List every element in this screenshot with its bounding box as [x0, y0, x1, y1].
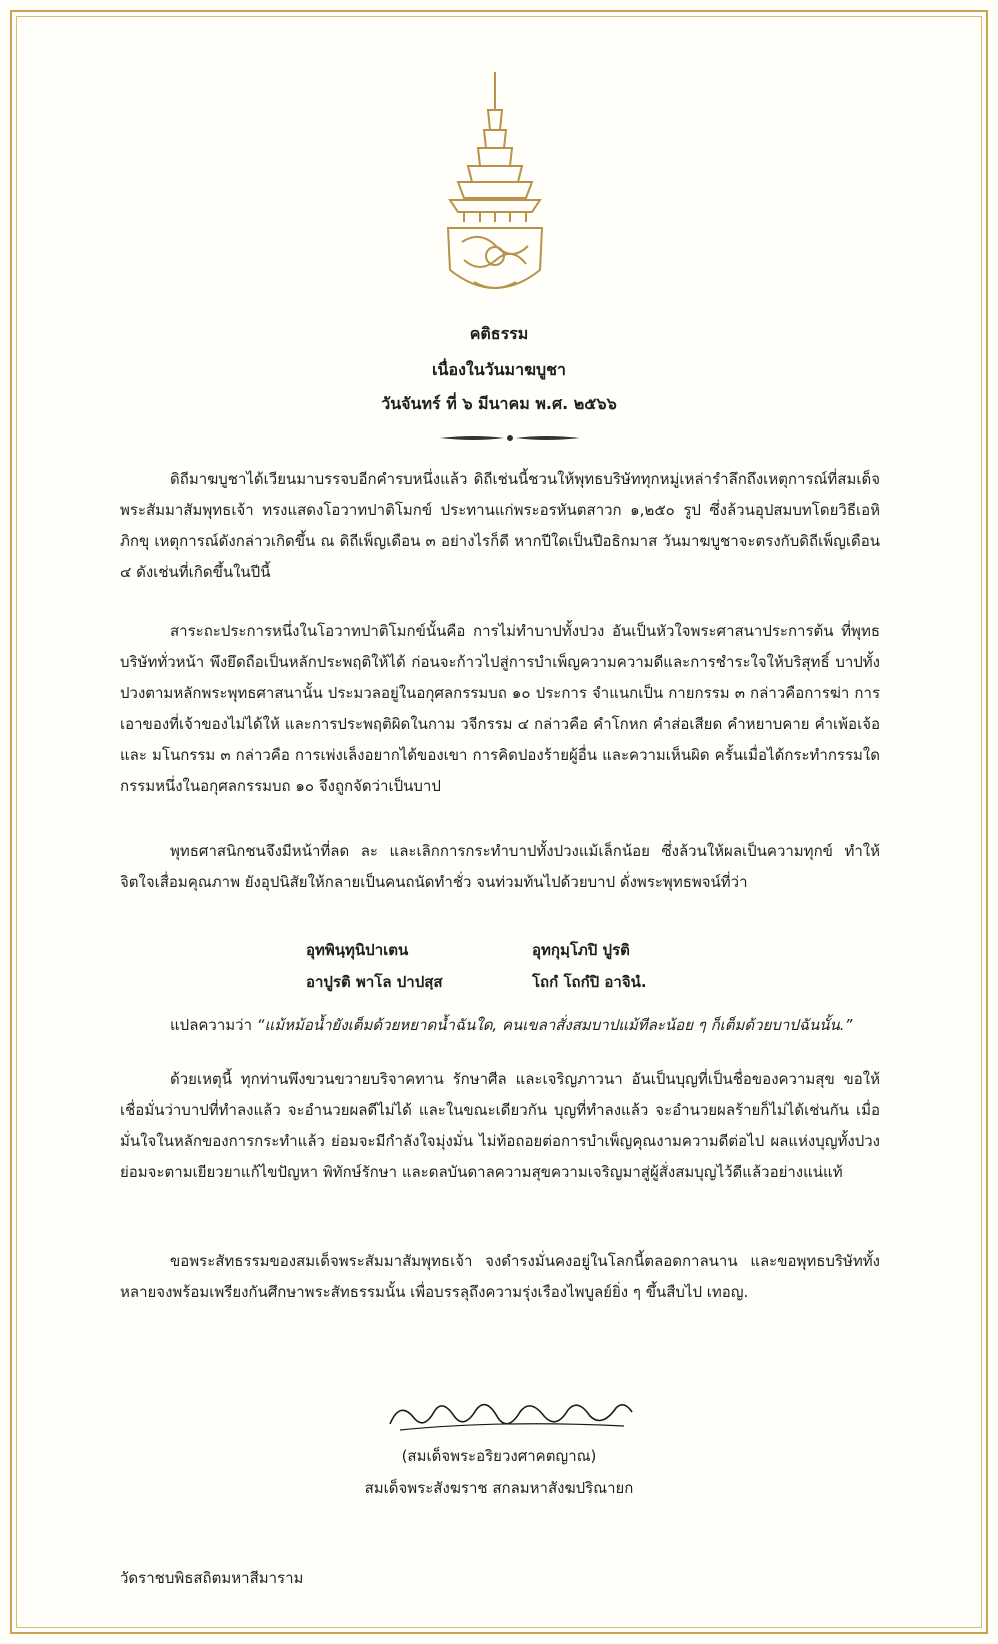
document-subtitle: เนื่องในวันมาฆบูชา: [432, 360, 566, 379]
paragraph-1: ดิถีมาฆบูชาได้เวียนมาบรรจบอีกคำรบหนึ่งแล้ว ดิถีเช่นนี้ชวนให้พุทธบริษัททุกหมู่เหล่ารำลึกถึงเหตุการณ์ที่สมเด็จพระสัมมาสัมพุทธเจ้า ทรงแสดงโอวาทปาติโมกข์ ประทานแก่พระอรหันตสาวก ๑,๒๕๐ รูป ซึ่งล้วนอุปสมบทโดยวิธีเอหิภิกขุ เหตุการณ์ดังกล่าวเกิดขึ้น ณ ดิถีเพ็ญเดือน ๓ อย่างไรก็ดี หากปีใดเป็นปีอธิกมาส วันมาฆบูชาจะตรงกับดิถีเพ็ญเดือน ๔ ดังเช่นที่เกิดขึ้นในปีนี้: [120, 470, 880, 581]
verse-left-line-1: อุทพินฺทุนิปาเตน: [306, 941, 409, 959]
verse-translation: [120, 1010, 880, 1041]
handwritten-signature-icon: [380, 1390, 640, 1440]
document-title: คติธรรม: [469, 324, 529, 343]
document-date: วันจันทร์ ที่ ๖ มีนาคม พ.ศ. ๒๕๖๖: [381, 394, 617, 413]
paragraph-4: ด้วยเหตุนี้ ทุกท่านพึงขวนขวายบริจาคทาน รักษาศีล และเจริญภาวนา อันเป็นบุญที่เป็นชื่อของความสุข ขอให้เชื่อมั่นว่าบาปที่ทำลงแล้ว จะอำนวยผลดีไม่ได้ และในขณะเดียวกัน บุญที่ทำลงแล้ว จะอำนวยผลร้ายก็ไม่ได้เช่นกัน เมื่อมั่นใจในหลักของการกระทำแล้ว ย่อมจะมีกำลังใจมุ่งมั่น ไม่ท้อถอยต่อการบำเพ็ญคุณงามความดีต่อไป ผลแห่งบุญทั้งปวงย่อมจะตามเยียวยาแก้ไขปัญหา พิทักษ์รักษา และดลบันดาลความสุขความเจริญมาสู่ผู้สั่งสมบุญไว้ดีแล้วอย่างแน่แท้: [120, 1070, 880, 1181]
paragraph-2: สาระถะประการหนึ่งในโอวาทปาติโมกข์นั้นคือ การไม่ทำบาปทั้งปวง อันเป็นหัวใจพระศาสนาประการต้น ที่พุทธบริษัททั่วหน้า พึงยึดถือเป็นหลักประพฤติให้ได้ ก่อนจะก้าวไปสู่การบำเพ็ญความความดีและการชำระใจให้บริสุทธิ์ บาปทั้งปวงตามหลักพระพุทธศาสนานั้น ประมวลอยู่ในอกุศลกรรมบถ ๑๐ ประการ จำแนกเป็น กายกรรม ๓ กล่าวคือการฆ่า การเอาของที่เจ้าของไม่ได้ให้ และการประพฤติผิดในกาม วจีกรรม ๔ กล่าวคือ คำโกหก คำส่อเสียด คำหยาบคาย คำเพ้อเจ้อ และ มโนกรรม ๓ กล่าวคือ การเพ่งเล็งอยากได้ของเขา การคิดปองร้ายผู้อื่น และความเห็นผิด ครั้นเมื่อได้กระทำกรรมใดกรรมหนึ่งในอกุศลกรรมบถ ๑๐ จึงถูกจัดว่าเป็นบาป: [120, 622, 880, 795]
verse-left-line-2: อาปูรติ พาโล ปาปสฺส: [306, 973, 443, 991]
translation-quote: “แม้หม้อน้ำยังเต็มด้วยหยาดน้ำฉันใด, คนเขลาสั่งสมบาปแม้ทีละน้อย ๆ ก็เต็มด้วยบาปฉันนั้น.”: [256, 1016, 853, 1034]
translation-prefix: แปลความว่า: [170, 1016, 257, 1034]
verse-right-line-2: โถกํ โถกํปิ อาจินํ.: [532, 973, 647, 991]
royal-emblem-icon: [440, 70, 550, 310]
paragraph-3: พุทธศาสนิกชนจึงมีหน้าที่ลด ละ และเลิกการกระทำบาปทั้งปวงแม้เล็กน้อย ซึ่งล้วนให้ผลเป็นความทุกข์ ทำให้จิตใจเสื่อมคุณภาพ ยังอุปนิสัยให้กลายเป็นคนถนัดทำชั่ว จนท่วมท้นไปด้วยบาป ดั่งพระพุทธพจน์ที่ว่า: [120, 842, 880, 891]
verse-right-line-1: อุทกุมฺโภปิ ปูรติ: [532, 941, 630, 959]
footer-temple-name: วัดราชบพิธสถิตมหาสีมาราม: [120, 1569, 304, 1587]
signature-name: (สมเด็จพระอริยวงศาคตญาณ): [401, 1447, 597, 1465]
ornamental-divider-icon: [440, 432, 580, 444]
pali-verse-right: [532, 934, 647, 998]
paragraph-5: ขอพระสัทธรรมของสมเด็จพระสัมมาสัมพุทธเจ้า จงดำรงมั่นคงอยู่ในโลกนี้ตลอดกาลนาน และขอพุทธบริษัททั้งหลายจงพร้อมเพรียงกันศึกษาพระสัทธรรมนั้น เพื่อบรรลุถึงความรุ่งเรืองไพบูลย์ยิ่ง ๆ ขึ้นสืบไป เทอญ.: [120, 1252, 880, 1301]
pali-verse-left: [306, 934, 443, 998]
signature-title: สมเด็จพระสังฆราช สกลมหาสังฆปริณายก: [364, 1479, 634, 1497]
